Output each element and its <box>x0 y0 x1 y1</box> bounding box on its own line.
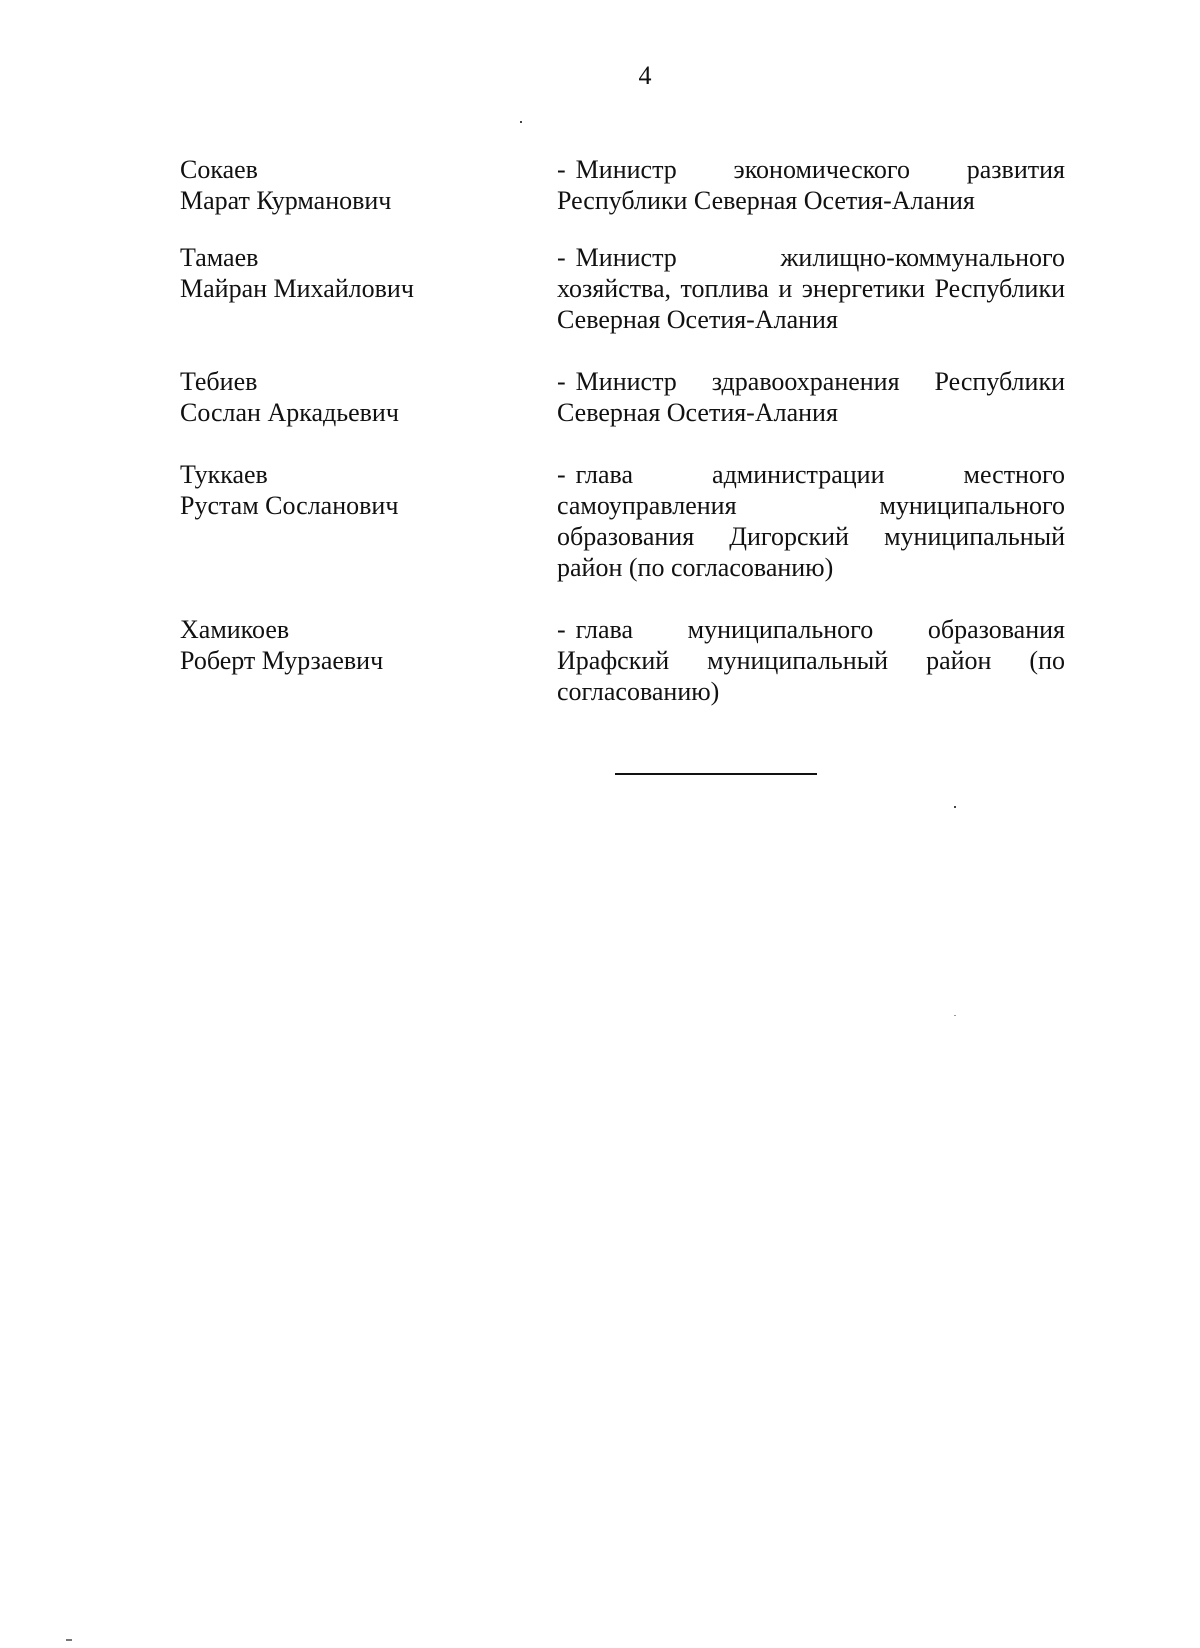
member-given-names: Рустам Сосланович <box>180 491 399 520</box>
role-text: глава муниципального образования Ирафский муниципальный район (по согласованию) <box>557 615 1065 706</box>
member-given-names: Сослан Аркадьевич <box>180 398 399 427</box>
member-given-names: Роберт Мурзаевич <box>180 646 384 675</box>
role-dash: - <box>557 615 566 644</box>
scan-speck <box>520 121 522 123</box>
role-text: Министр жилищно-коммунального хозяйства, топлива и энергетики Республики Северная Осетия-Алания <box>557 243 1065 334</box>
member-role <box>557 459 1065 583</box>
role-text: Министр экономического развития Республики Северная Осетия-Алания <box>557 155 1065 215</box>
member-entry <box>180 614 1065 714</box>
page-number: 4 <box>638 61 652 90</box>
member-name <box>180 614 557 676</box>
member-entry <box>180 154 1065 242</box>
member-role <box>557 614 1065 707</box>
scan-speck <box>954 1015 956 1016</box>
role-dash: - <box>557 367 566 396</box>
member-list <box>180 154 1065 714</box>
member-given-names: Марат Курманович <box>180 186 392 215</box>
role-dash: - <box>557 460 566 489</box>
member-role <box>557 154 1065 216</box>
member-name <box>180 366 557 428</box>
member-surname: Туккаев <box>180 460 268 489</box>
member-surname: Сокаев <box>180 155 258 184</box>
role-text: глава администрации местного самоуправления муниципального образования Дигорский муниципальный район (по согласованию) <box>557 460 1065 582</box>
member-role <box>557 242 1065 335</box>
member-entry <box>180 459 1065 614</box>
member-surname: Хамикоев <box>180 615 290 644</box>
member-name <box>180 459 557 521</box>
member-entry <box>180 242 1065 366</box>
member-entry <box>180 366 1065 459</box>
scan-speck <box>954 806 956 808</box>
role-dash: - <box>557 155 566 184</box>
member-role <box>557 366 1065 428</box>
role-dash: - <box>557 243 566 272</box>
member-name <box>180 242 557 304</box>
member-surname: Тамаев <box>180 243 259 272</box>
member-name <box>180 154 557 216</box>
role-text: Министр здравоохранения Республики Северная Осетия-Алания <box>557 367 1065 427</box>
member-surname: Тебиев <box>180 367 258 396</box>
member-given-names: Майран Михайлович <box>180 274 414 303</box>
closing-rule <box>615 773 817 775</box>
scan-speck <box>66 1639 72 1641</box>
